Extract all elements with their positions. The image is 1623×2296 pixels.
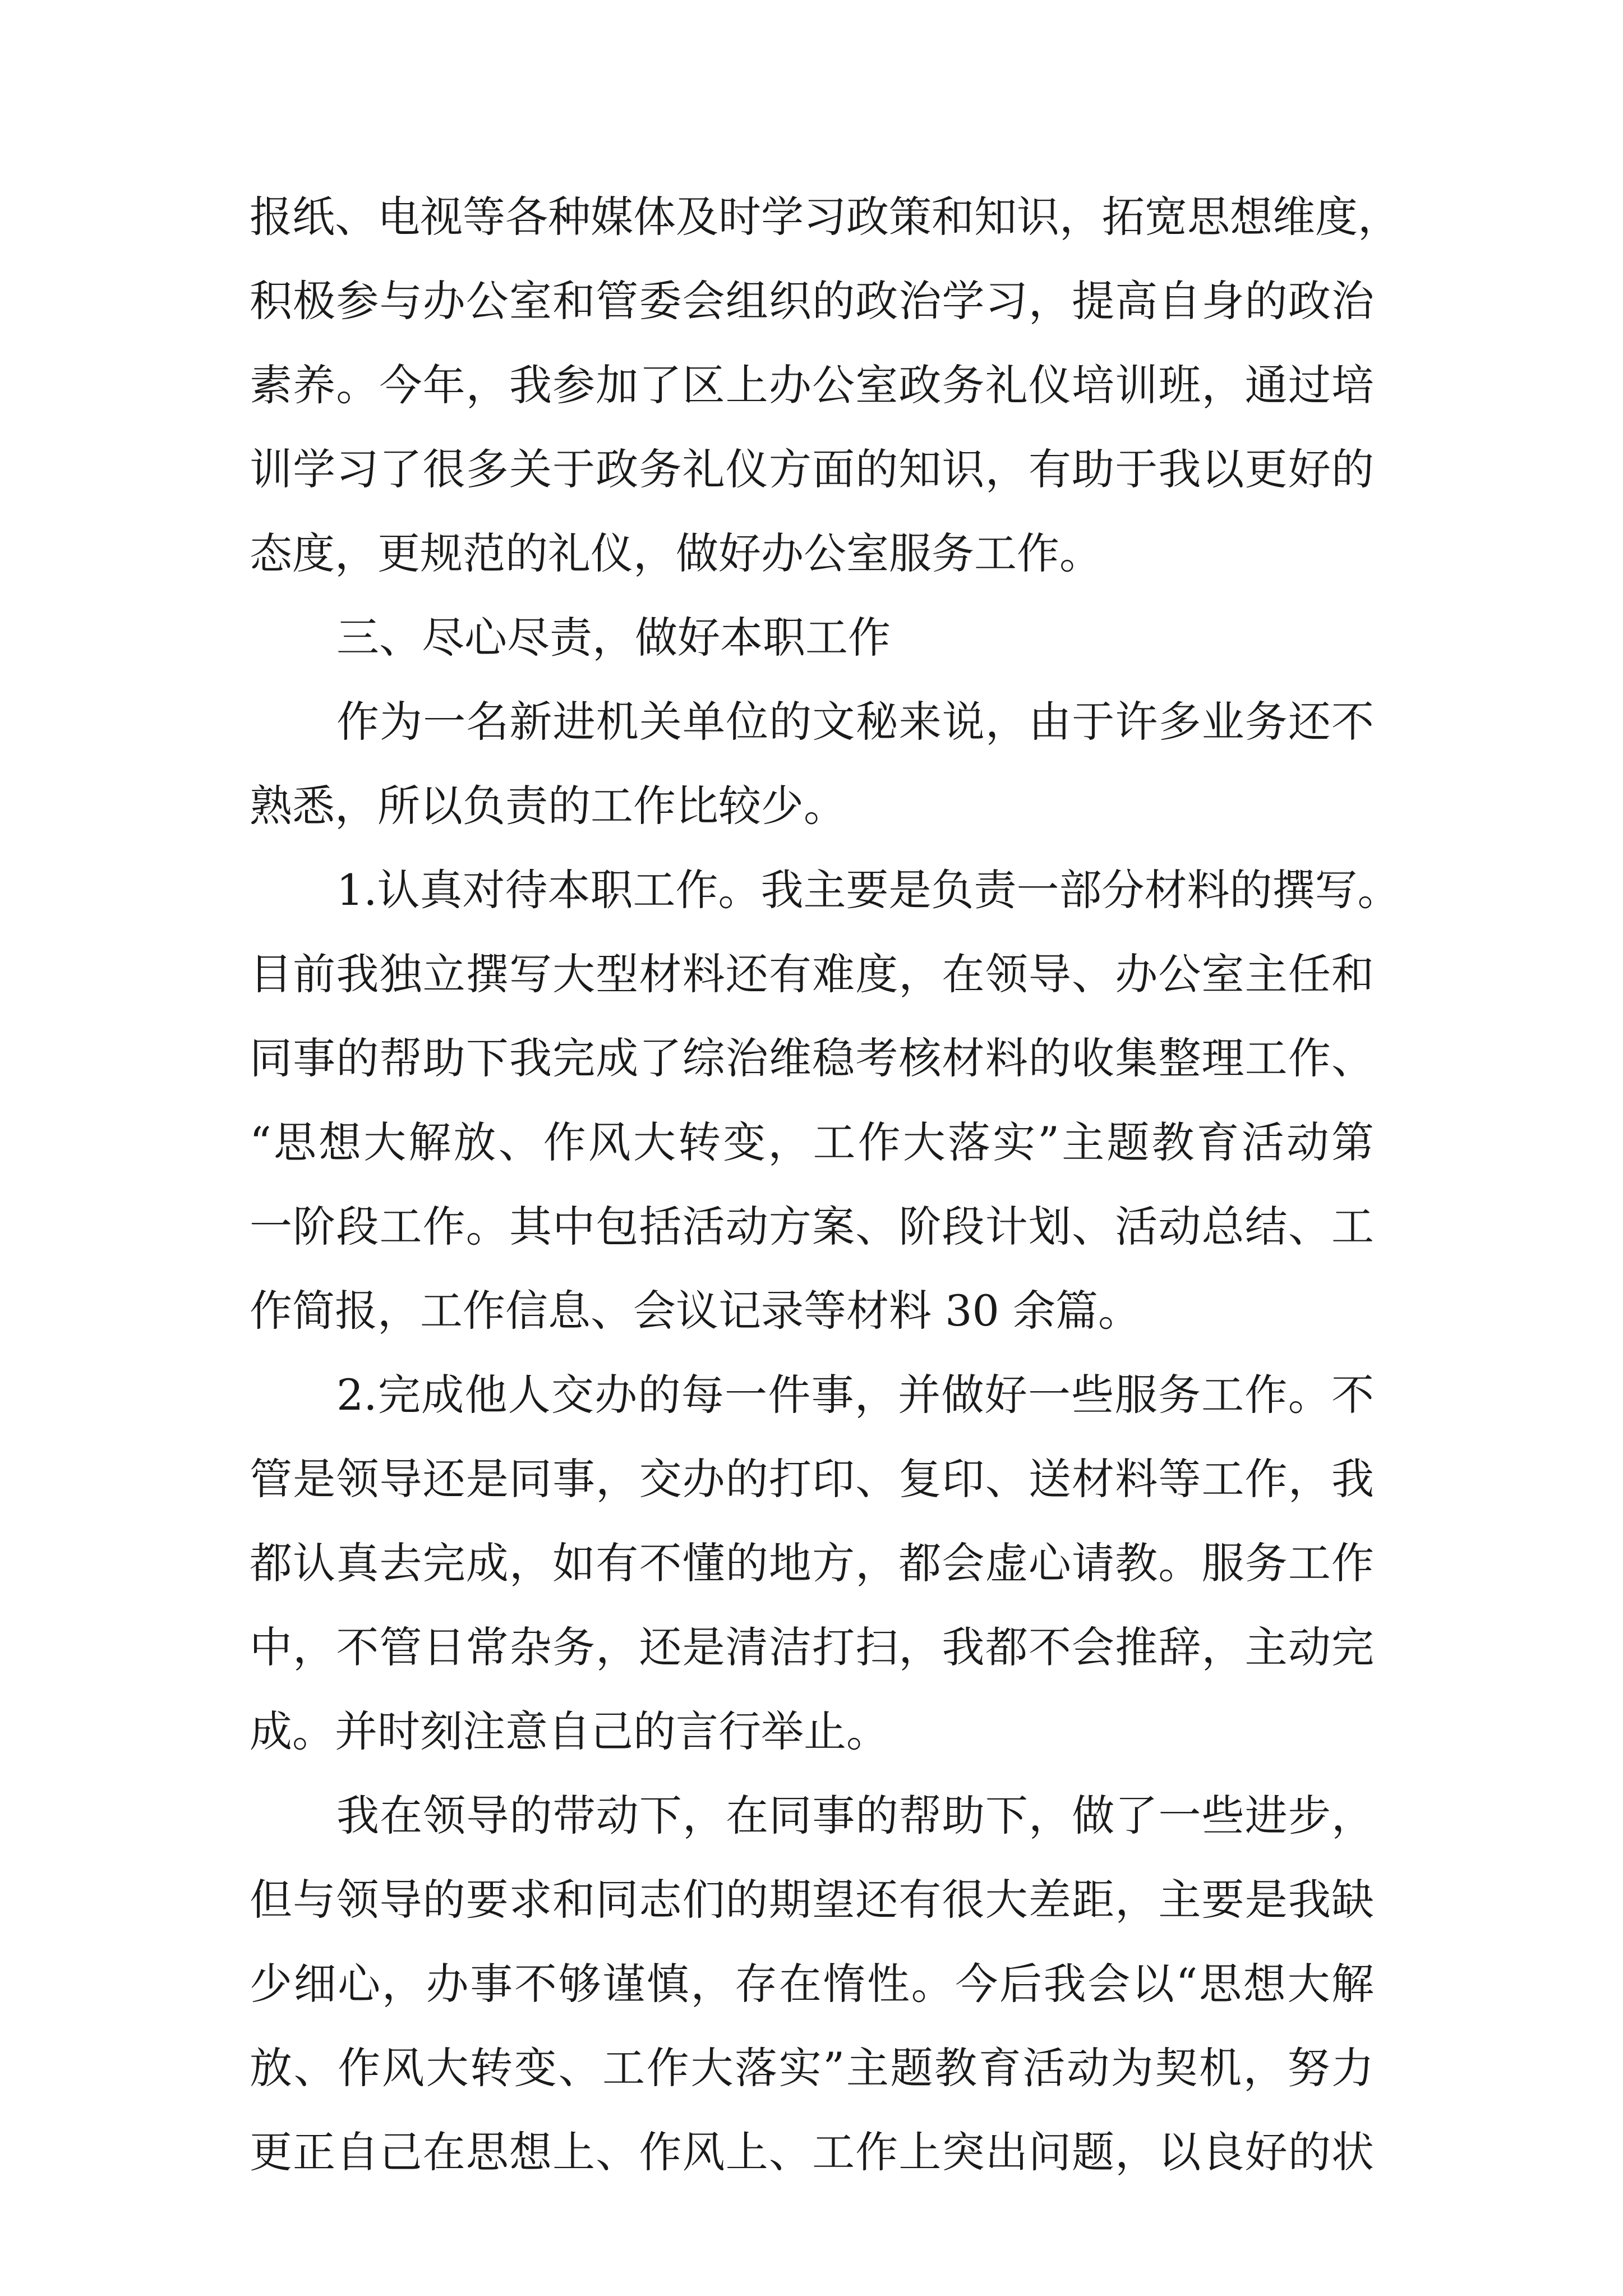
- text-line: 作为一名新进机关单位的文秘来说，由于许多业务还不: [336, 697, 1374, 747]
- text-line: 报纸、电视等各种媒体及时学习政策和知识，拓宽思想维度，: [250, 192, 1400, 242]
- text-line: 2.完成他人交办的每一件事，并做好一些服务工作。不: [336, 1370, 1374, 1420]
- text-line: 成。并时刻注意自己的言行举止。: [250, 1706, 889, 1756]
- text-line: 我在领导的带动下，在同事的帮助下，做了一些进步，: [336, 1791, 1374, 1841]
- text-line: 作简报，工作信息、会议记录等材料 30 余篇。: [250, 1286, 1141, 1336]
- text-line: 中，不管日常杂务，还是清洁打扫，我都不会推辞，主动完: [250, 1622, 1374, 1672]
- text-line: 管是领导还是同事，交办的打印、复印、送材料等工作，我: [250, 1454, 1374, 1504]
- text-line: 训学习了很多关于政务礼仪方面的知识，有助于我以更好的: [250, 444, 1374, 494]
- text-line: 一阶段工作。其中包括活动方案、阶段计划、活动总结、工: [250, 1202, 1374, 1251]
- text-line: 素养。今年，我参加了区上办公室政务礼仪培训班，通过培: [250, 360, 1374, 410]
- text-line: 放、作风大转变、工作大落实”主题教育活动为契机，努力: [250, 2043, 1374, 2093]
- text-line: 态度，更规范的礼仪，做好办公室服务工作。: [250, 528, 1102, 578]
- text-line: 但与领导的要求和同志们的期望还有很大差距，主要是我缺: [250, 1875, 1374, 1925]
- text-line: 都认真去完成，如有不懂的地方，都会虚心请教。服务工作: [250, 1538, 1374, 1588]
- text-line: 熟悉，所以负责的工作比较少。: [250, 781, 846, 831]
- text-line: 同事的帮助下我完成了综治维稳考核材料的收集整理工作、: [250, 1033, 1374, 1083]
- text-line: 积极参与办公室和管委会组织的政治学习，提高自身的政治: [250, 276, 1374, 326]
- text-line: 少细心，办事不够谨慎，存在惰性。今后我会以“思想大解: [250, 1959, 1374, 2009]
- text-line: 目前我独立撰写大型材料还有难度，在领导、办公室主任和: [250, 949, 1374, 999]
- text-line: “思想大解放、作风大转变，工作大落实”主题教育活动第: [250, 1117, 1374, 1167]
- text-line: 1.认真对待本职工作。我主要是负责一部分材料的撰写。: [336, 865, 1400, 915]
- section-heading: 三、尽心尽责，做好本职工作: [336, 613, 891, 662]
- text-line: 更正自己在思想上、作风上、工作上突出问题，以良好的状: [250, 2127, 1374, 2177]
